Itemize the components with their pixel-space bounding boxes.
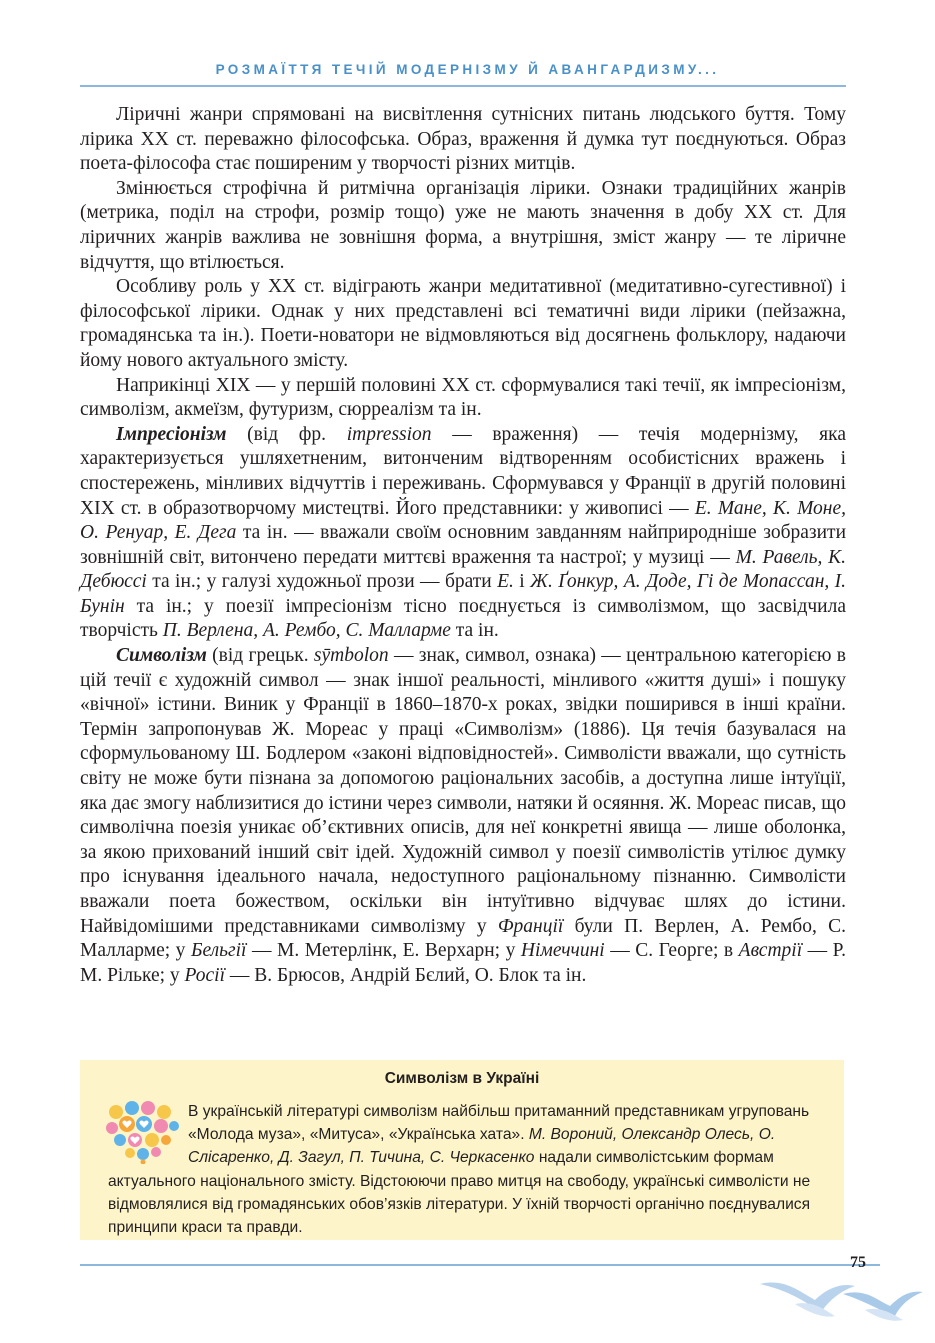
flying-birds-icon <box>755 1270 925 1330</box>
text-run: — М. Метерлінк, Е. Верхарн; у <box>246 940 521 962</box>
country-russia: Росії <box>184 964 225 986</box>
icon-spacer <box>108 1100 188 1168</box>
names-ukrainian-symbolists: М. Вороний, Олександр Олесь, О. Слісаренко, Д. Загул, П. Тичина, С. Черкасенко <box>188 1126 776 1167</box>
running-title: РОЗМАЇТТЯ ТЕЧІЙ МОДЕРНІЗМУ Й АВАНГАРДИЗМУ... <box>215 62 720 77</box>
country-germany: Німеччині <box>520 940 605 962</box>
info-box-symbolism-ukraine <box>80 1060 844 1240</box>
text-run: та ін. — вважали своїм основним завданням найприродніше зобразити зовнішній світ, витончено передати миттєві враження та настрої; у музиці — <box>80 522 847 568</box>
paragraph-stanza-rhythm: Змінюється строфічна й ритмічна організація лірики. Ознаки традиційних жанрів (метрика, поділ на строфи, розмір тощо) уже не мають значення в добу XX ст. Для ліричних жанрів важлива не зовнішня форма, а внутрішня, зміст жанру — те ліричне відчуття, що втілюється. <box>80 177 846 273</box>
names-poets: П. Верлена, А. Рембо, С. Малларме <box>162 620 451 642</box>
name-initial: Е. <box>497 571 514 593</box>
info-box-title: Символізм в Україні <box>384 1070 540 1087</box>
names-musicians: М. Равель, К. Дебюссі <box>80 546 847 593</box>
country-austria: Австрії <box>738 940 803 962</box>
text-run: та ін.; у галузі художньої прози — брати <box>146 571 498 593</box>
paragraph-symbolism <box>80 644 846 988</box>
text-run: надали символістським формам актуального національного змісту. Відстоюючи право митця на свободу, українські символісти не відмовлялися від громадянських обов’язків літератури. У їхній творчості органічно поєднувалися принципи краси та правди. <box>108 1149 811 1237</box>
text-run: та ін. <box>450 620 499 642</box>
names-painters: Е. Мане, К. Моне, О. Ренуар, Е. Дега <box>80 497 846 544</box>
paragraph-lyric-genres: Ліричні жанри спрямовані на висвітлення сутнісних питань людського буття. Тому лірика XX ст. переважно філософська. Образ, враження й думка тут поєднуються. Образ поета-філософа стає поширеним у творчості різних митців. <box>80 104 846 175</box>
names-writers: Ж. Ґонкур, А. Доде, Гі де Мопассан, І. Бунін <box>80 571 847 617</box>
paragraph-currents: Наприкінці XIX — у першій половині XX ст. сформувалися такі течії, як імпресіонізм, символізм, акмеїзм, футуризм, сюрреалізм та ін. <box>80 374 846 421</box>
foreign-word: impression <box>346 423 432 445</box>
term-symbolism: Символізм <box>116 645 207 667</box>
text-run: (від грецьк. <box>206 645 314 667</box>
paragraph-meditative-lyrics: Особливу роль у XX ст. відіграють жанри медитативної (медитативно-сугестивної) і філософської лірики. Однак у них представлені всі тематичні види лірики (пейзажна, громадянська та ін.). Поети-новатори не відмовляються від досягнень фольклору, надаючи йому нового актуального змісту. <box>80 276 846 371</box>
paragraph-impressionism <box>80 423 846 644</box>
text-run: та ін.; у поезії імпресіонізм тісно поєднується із символізмом, що засвідчила творчість <box>80 595 846 642</box>
text-run: і <box>513 571 531 593</box>
term-impressionism: Імпресіонізм <box>116 423 227 445</box>
text-run: — враження) — течія модернізму, яка характеризується ушляхетненим, витонченим відтворенням особистісних вражень і спостережень, мінливих відчуттів і переживань. Сформувався у Франції в другій половині XIX ст. в образотворчому мистецтві. Його представники: у живописі — <box>80 423 846 519</box>
text-run: В українській літературі символізм найбільш притаманний представникам угруповань «Молода муза», «Митуса», «Українська хата». <box>188 1103 810 1144</box>
text-run: були П. Верлен, А. Рембо, С. Малларме; у <box>80 915 847 962</box>
country-belgium: Бельгії <box>190 940 247 962</box>
info-box-text <box>108 1100 838 1239</box>
text-run: — С. Георге; в <box>604 940 739 962</box>
page-number: 75 <box>850 1254 866 1271</box>
text-run: (від фр. <box>226 423 347 445</box>
text-run: — знак, символ, ознака) — центральною категорією в цій течії є художній символ — знак іншої реальності, мінливого «життя душі» і пошуку «вічної» істини. Виник у Франції в 1860–1870-х роках, звідки поширився в інші країни. Термін запропонував Ж. Мореас у праці «Символізм» (1886). Ця течія базувалася на сформульованому Ш. Бодлером «законі відповідностей». Символісти вважали, що сутність світу не може бути пізнана за допомогою раціональних засобів, а доступна лише інтуїції, яка дає змогу наблизитися до істини через символи, натяки й осяяння. Ж. Мореас писав, що символічна поезія уникає об’єктивних описів, для неї конкретні явища — лише оболонка, за якою прихований інший світ ідей. Художній символ у поезії символістів утілює думку про існування ідеального начала, недоступного раціональному пізнанню. Символісти вважали поета божеством, оскільки він інтуїтивно відчуває шлях до істини. Найвідомішими представниками символізму у <box>80 645 847 937</box>
main-text <box>80 103 846 988</box>
header-rule <box>80 85 846 87</box>
foreign-word: sȳmbolon <box>313 645 389 667</box>
footer-rule <box>80 1264 880 1266</box>
text-run: — Р. М. Рільке; у <box>80 940 846 986</box>
country-france: Франції <box>497 915 564 937</box>
text-run: — В. Брюсов, Андрій Бєлий, О. Блок та ін. <box>225 964 587 986</box>
